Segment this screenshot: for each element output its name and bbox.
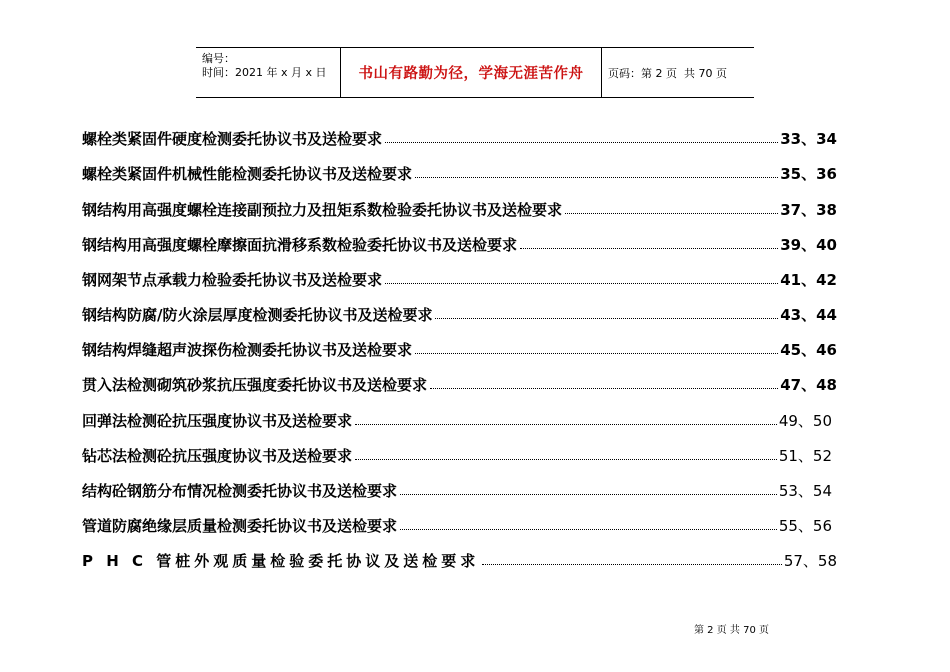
toc-title: 螺栓类紧固件机械性能检测委托协议书及送检要求 xyxy=(82,165,413,183)
time-label: 时间：2021 年 x 月 x 日 xyxy=(202,66,327,79)
toc-entry[interactable] xyxy=(82,371,837,395)
toc-pages: 57、58 xyxy=(783,552,837,570)
toc-title: 钢结构防腐/防火涂层厚度检测委托协议书及送检要求 xyxy=(82,306,433,324)
toc-leader xyxy=(400,494,777,495)
toc-title: P H C 管桩外观质量检验委托协议及送检要求 xyxy=(82,552,480,570)
toc-title: 螺栓类紧固件硬度检测委托协议书及送检要求 xyxy=(82,130,383,148)
toc-title: 钢结构用高强度螺栓连接副预拉力及扭矩系数检验委托协议书及送检要求 xyxy=(82,201,563,219)
toc-title: 钢网架节点承载力检验委托协议书及送检要求 xyxy=(82,271,383,289)
toc-pages: 37、38 xyxy=(780,201,837,219)
toc-entry[interactable] xyxy=(82,547,837,571)
toc-title: 钻芯法检测砼抗压强度协议书及送检要求 xyxy=(82,447,353,465)
toc-pages: 43、44 xyxy=(780,306,837,324)
toc-title: 管道防腐绝缘层质量检测委托协议书及送检要求 xyxy=(82,517,398,535)
toc-pages: 53、54 xyxy=(778,482,832,500)
toc-entry[interactable] xyxy=(82,160,837,184)
toc-title: 回弹法检测砼抗压强度协议书及送检要求 xyxy=(82,412,353,430)
toc-entry[interactable] xyxy=(82,407,832,431)
toc-pages: 47、48 xyxy=(780,376,837,394)
toc-leader xyxy=(430,388,778,389)
toc-entry[interactable] xyxy=(82,231,837,255)
toc-entry[interactable] xyxy=(82,301,837,325)
toc-entry[interactable] xyxy=(82,266,837,290)
toc-title: 钢结构用高强度螺栓摩擦面抗滑移系数检验委托协议书及送检要求 xyxy=(82,236,518,254)
toc-title: 贯入法检测砌筑砂浆抗压强度委托协议书及送检要求 xyxy=(82,376,428,394)
toc-leader xyxy=(355,459,777,460)
toc-leader xyxy=(565,213,778,214)
toc-leader xyxy=(482,564,782,565)
toc-entry[interactable] xyxy=(82,442,832,466)
toc-pages: 55、56 xyxy=(778,517,832,535)
toc-pages: 35、36 xyxy=(780,165,837,183)
toc-title: 钢结构焊缝超声波探伤检测委托协议书及送检要求 xyxy=(82,341,413,359)
toc-leader xyxy=(400,529,777,530)
toc-leader xyxy=(355,424,777,425)
toc-entry[interactable] xyxy=(82,477,832,501)
footer-page-number: 第 2 页 共 70 页 xyxy=(694,625,769,636)
toc-leader xyxy=(415,177,778,178)
toc-leader xyxy=(385,142,778,143)
toc-pages: 33、34 xyxy=(780,130,837,148)
toc-pages: 39、40 xyxy=(780,236,837,254)
toc-leader xyxy=(385,283,778,284)
toc-entry[interactable] xyxy=(82,512,832,536)
toc-entry[interactable] xyxy=(82,125,837,149)
toc-title: 结构砼钢筋分布情况检测委托协议书及送检要求 xyxy=(82,482,398,500)
toc-leader xyxy=(520,248,778,249)
toc-pages: 51、52 xyxy=(778,447,832,465)
toc-leader xyxy=(415,353,778,354)
page-code-text: 页码：第 2 页 共 70 页 xyxy=(608,66,727,80)
toc-pages: 41、42 xyxy=(780,271,837,289)
toc-entry[interactable] xyxy=(82,196,837,220)
toc-pages: 45、46 xyxy=(780,341,837,359)
toc-pages: 49、50 xyxy=(778,412,832,430)
toc-entry[interactable] xyxy=(82,336,837,360)
number-label: 编号： xyxy=(202,52,235,65)
toc-leader xyxy=(435,318,778,319)
motto-text: 书山有路勤为径，学海无涯苦作舟 xyxy=(358,66,584,82)
